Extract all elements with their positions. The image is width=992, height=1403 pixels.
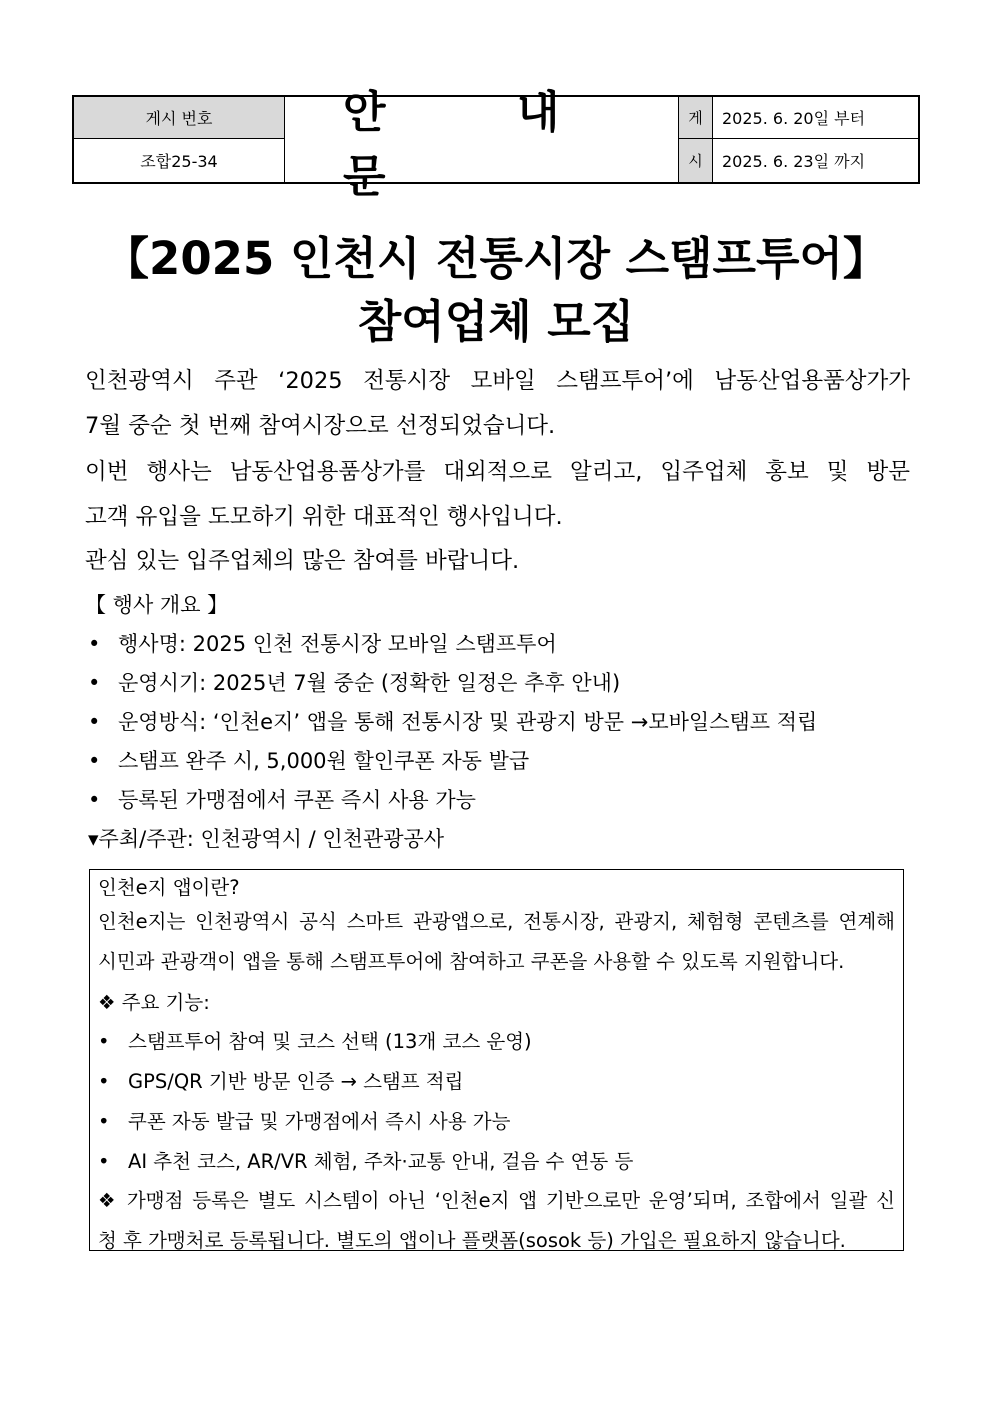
- overview-item: • 스탬프 완주 시, 5,000원 할인쿠폰 자동 발급: [88, 749, 530, 773]
- period-label-bottom: 시: [679, 139, 713, 182]
- app-info-box: [89, 869, 904, 1251]
- intro-line-2: 7월 중순 첫 번째 참여시장으로 선정되었습니다.: [85, 413, 556, 439]
- overview-item: • 운영방식: ‘인천e지’ 앱을 통해 전통시장 및 관광지 방문 →모바일스탬프 적립: [88, 710, 818, 734]
- post-number-label: 게시 번호: [74, 97, 285, 139]
- notice-header-table: [72, 86, 920, 202]
- feature-item: • AI 추천 코스, AR/VR 체험, 주차·교통 안내, 걸음 수 연동 등: [98, 1150, 634, 1173]
- intro-line-3: 이번 행사는 남동산업용품상가를 대외적으로 알리고, 입주업체 홍보 및 방문: [85, 459, 910, 485]
- box-note-line2: 청 후 가맹처로 등록됩니다. 별도의 앱이나 플랫폼(sosok 등) 가입은 필요하지 않습니다.: [98, 1229, 846, 1252]
- box-question: 인천e지 앱이란?: [98, 876, 240, 899]
- intro-line-1: 인천광역시 주관 ‘2025 전통시장 모바일 스탬프투어’에 남동산업용품상가가: [85, 368, 910, 394]
- features-heading: ❖ 주요 기능:: [98, 991, 210, 1014]
- box-description-line1: 인천e지는 인천광역시 공식 스마트 관광앱으로, 전통시장, 관광지, 체험형 콘텐츠를 연계해: [98, 910, 895, 933]
- overview-heading: 【 행사 개요 】: [85, 593, 229, 617]
- feature-item: • 스탬프투어 참여 및 코스 선택 (13개 코스 운영): [98, 1030, 532, 1053]
- intro-line-4: 고객 유입을 도모하기 위한 대표적인 행사입니다.: [85, 504, 563, 530]
- box-note-line1: ❖ 가맹점 등록은 별도 시스템이 아닌 ‘인천e지 앱 기반으로만 운영’되며, 조합에서 일괄 신: [98, 1189, 895, 1212]
- document-title-line2: 참여업체 모집: [357, 295, 635, 348]
- post-number: 조합25-34: [74, 139, 285, 182]
- overview-item: • 운영시기: 2025년 7월 중순 (정확한 일정은 추후 안내): [88, 671, 621, 695]
- host-organizer: ▾주최/주관: 인천광역시 / 인천관광공사: [88, 827, 445, 851]
- feature-item: • 쿠폰 자동 발급 및 가맹점에서 즉시 사용 가능: [98, 1110, 511, 1133]
- intro-line-5: 관심 있는 입주업체의 많은 참여를 바랍니다.: [85, 548, 520, 574]
- box-description-line2: 시민과 관광객이 앱을 통해 스탬프투어에 참여하고 쿠폰을 사용할 수 있도록 지원합니다.: [98, 950, 845, 973]
- overview-item: • 행사명: 2025 인천 전통시장 모바일 스탬프투어: [88, 632, 557, 656]
- document-title-line1: 【2025 인천시 전통시장 스탬프투어】: [104, 232, 888, 285]
- overview-item: • 등록된 가맹점에서 쿠폰 즉시 사용 가능: [88, 788, 476, 812]
- date-to: 2025. 6. 23일 까지: [722, 152, 866, 171]
- feature-item: • GPS/QR 기반 방문 인증 → 스탬프 적립: [98, 1070, 464, 1093]
- date-from: 2025. 6. 20일 부터: [713, 97, 918, 139]
- period-label-top: 게: [679, 97, 713, 139]
- notice-title: 안 내 문: [285, 97, 679, 182]
